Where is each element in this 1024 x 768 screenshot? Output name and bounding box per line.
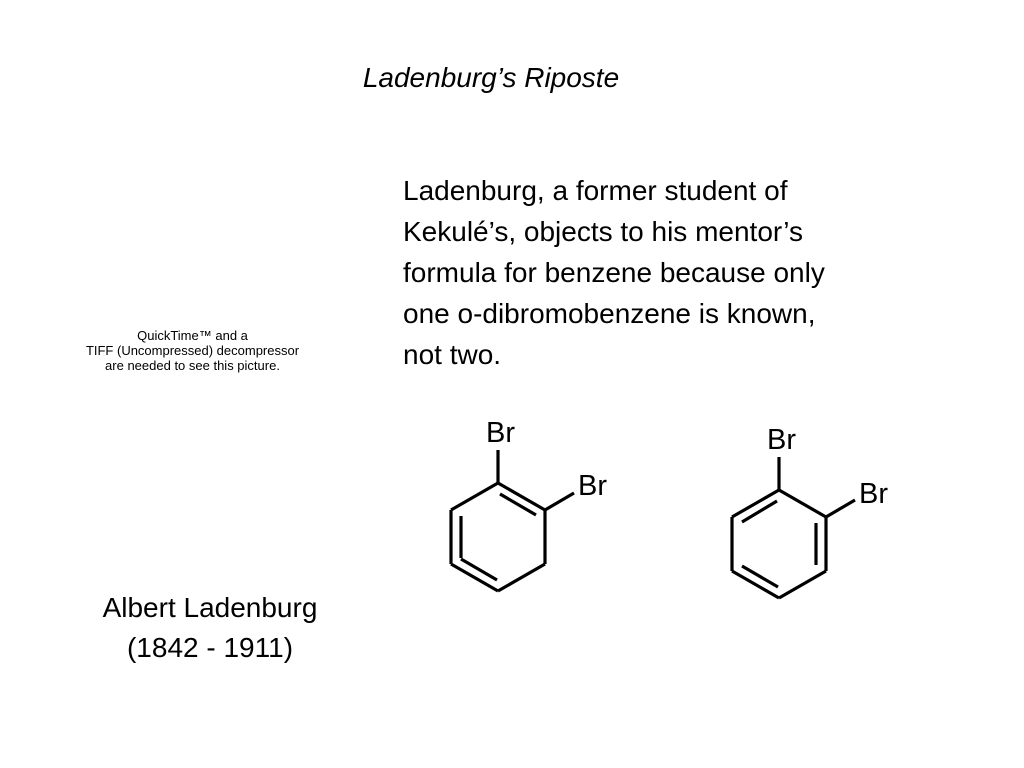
body-line: one o-dibromobenzene is known, — [403, 298, 816, 329]
caption-dates: (1842 - 1911) — [126, 632, 294, 663]
double-bond-inner — [742, 566, 778, 587]
body-line: Kekulé’s, objects to his mentor’s — [403, 216, 803, 247]
placeholder-line: are needed to see this picture. — [105, 358, 280, 373]
body-line: not two. — [403, 339, 502, 370]
placeholder-line: QuickTime™ and a — [137, 328, 248, 343]
ring-bond — [779, 571, 826, 598]
substituent-bond — [826, 500, 855, 517]
body-line: Ladenburg, a former student of — [403, 175, 788, 206]
placeholder-line: TIFF (Uncompressed) decompressor — [85, 343, 300, 358]
body-line: formula for benzene because only — [403, 257, 825, 288]
caption-name: Albert Ladenburg — [102, 592, 318, 623]
slide-title: Ladenburg’s Riposte — [362, 62, 620, 93]
double-bond-inner — [742, 501, 777, 522]
bromine-label: Br — [578, 470, 607, 502]
ring-bond — [779, 490, 826, 517]
bromine-label: Br — [486, 417, 515, 449]
bromine-label: Br — [767, 424, 796, 456]
bromine-label: Br — [859, 478, 888, 510]
